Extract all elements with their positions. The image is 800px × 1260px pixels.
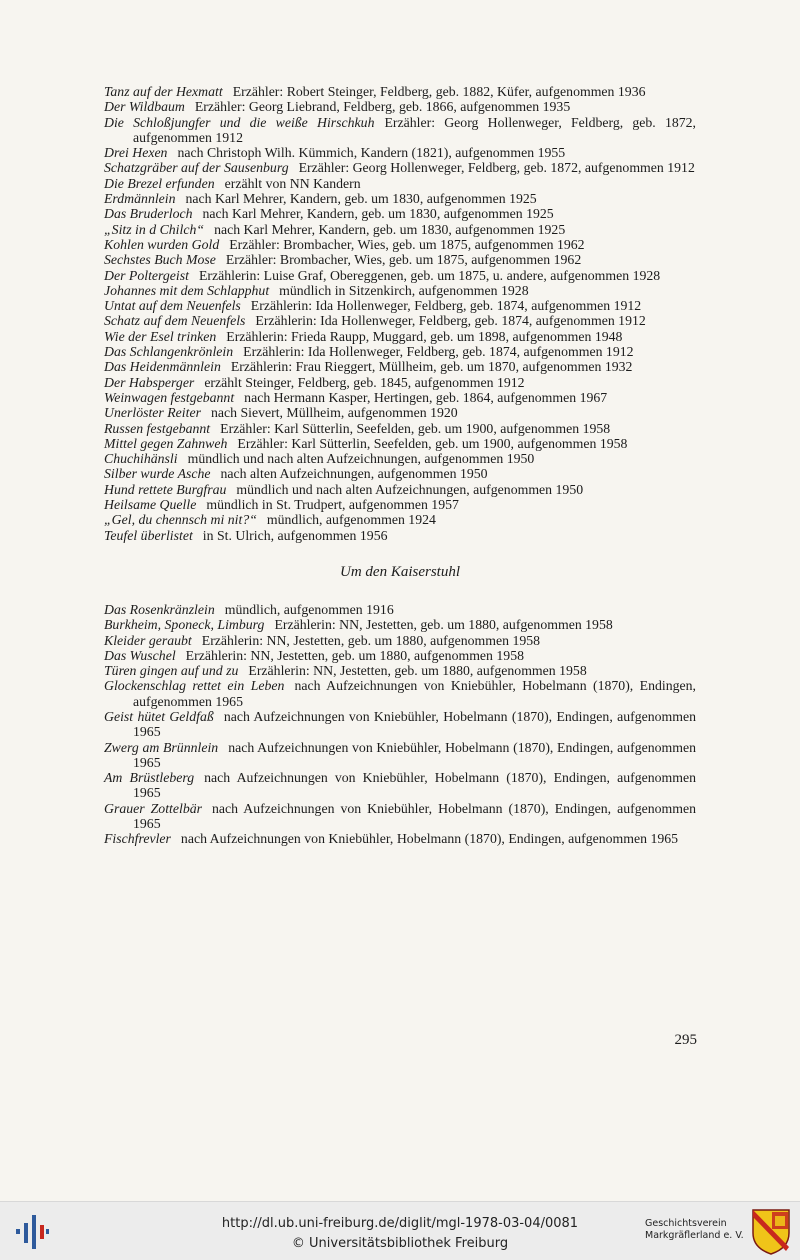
entry-title: Drei Hexen — [104, 145, 168, 161]
list-item — [104, 528, 696, 543]
entry-source: nach Aufzeichnungen von Kniebühler, Hobelmann (1870), Endingen, aufgenommen 1965 — [133, 678, 696, 709]
entry-title: Der Wildbaum — [104, 99, 185, 115]
entry-title: Johannes mit dem Schlapphut — [104, 282, 270, 298]
entry-title: Tanz auf der Hexmatt — [104, 84, 223, 99]
list-item — [104, 160, 696, 175]
list-item — [104, 252, 696, 267]
entry-title: Geist hütet Geldfaß — [104, 708, 214, 724]
footer-url-link[interactable]: http://dl.ub.uni-freiburg.de/diglit/mgl-1978-03-04/0081 — [221, 1216, 579, 1231]
entry-source: Erzählerin: Luise Graf, Obereggenen, geb. um 1875, u. andere, aufgenommen 1928 — [198, 267, 661, 283]
entry-title: Teufel überlistet — [104, 527, 193, 543]
footer-copyright: © Universitätsbibliothek Freiburg — [291, 1236, 509, 1251]
entry-source: mündlich und nach alten Aufzeichnungen, aufgenommen 1950 — [236, 481, 584, 497]
list-item — [104, 237, 696, 252]
entry-title: Sechstes Buch Mose — [104, 252, 216, 268]
entry-source: Erzählerin: Frau Rieggert, Müllheim, geb. um 1870, aufgenommen 1932 — [230, 359, 633, 375]
list-item — [104, 512, 696, 527]
entry-title: Das Bruderloch — [104, 206, 193, 222]
entry-source: nach Aufzeichnungen von Kniebühler, Hobelmann (1870), Endingen, aufgenommen 1965 — [133, 708, 697, 740]
entry-title: Das Schlangenkrönlein — [104, 344, 234, 360]
entry-source: nach Karl Mehrer, Kandern, geb. um 1830, aufgenommen 1925 — [214, 221, 566, 237]
entry-source: Erzählerin: NN, Jestetten, geb. um 1880, aufgenommen 1958 — [274, 617, 613, 633]
entry-title: Erdmännlein — [104, 191, 176, 207]
ub-freiburg-logo-icon — [14, 1211, 50, 1251]
list-item — [104, 176, 696, 191]
list-item — [104, 770, 696, 801]
list-item — [104, 831, 696, 846]
entry-source: mündlich und nach alten Aufzeichnungen, aufgenommen 1950 — [187, 451, 535, 467]
entry-source: nach alten Aufzeichnungen, aufgenommen 1950 — [220, 466, 488, 482]
entry-title: Silber wurde Asche — [104, 466, 211, 482]
list-item — [104, 268, 696, 283]
list-item — [104, 663, 696, 678]
page-body — [104, 84, 696, 847]
list-item — [104, 436, 696, 451]
list-item — [104, 283, 696, 298]
entry-source: nach Aufzeichnungen von Kniebühler, Hobelmann (1870), Endingen, aufgenommen 1965 — [133, 770, 696, 801]
list-item — [104, 329, 696, 344]
list-item — [104, 405, 696, 420]
list-item — [104, 709, 696, 740]
entry-title: Das Heidenmännlein — [104, 359, 221, 375]
entry-source: erzählt Steinger, Feldberg, geb. 1845, aufgenommen 1912 — [204, 374, 525, 390]
entry-title: Unerlöster Reiter — [104, 405, 201, 421]
entry-source: nach Christoph Wilh. Kümmich, Kandern (1821), aufgenommen 1955 — [177, 145, 566, 161]
footer-society-name — [645, 1218, 744, 1242]
entry-source: Erzählerin: Ida Hollenweger, Feldberg, geb. 1874, aufgenommen 1912 — [243, 344, 634, 360]
entry-title: „Gel, du chennsch mi nit?“ — [104, 512, 257, 528]
entry-title: Schatzgräber auf der Sausenburg — [104, 160, 289, 176]
entry-title: „Sitz in d Chilch“ — [104, 221, 205, 237]
entry-title: Glockenschlag rettet ein Leben — [104, 678, 285, 694]
entry-title: Grauer Zottelbär — [104, 800, 202, 816]
entry-title: Chuchihänsli — [104, 451, 178, 467]
entry-title: Das Rosenkränzlein — [104, 601, 215, 617]
entry-source: nach Sievert, Müllheim, aufgenommen 1920 — [210, 405, 458, 421]
list-item — [104, 801, 696, 832]
entry-source: Erzählerin: NN, Jestetten, geb. um 1880, aufgenommen 1958 — [185, 647, 524, 663]
list-item — [104, 359, 696, 374]
entry-source: erzählt von NN Kandern — [224, 175, 361, 191]
entry-source: Erzähler: Georg Hollenweger, Feldberg, geb. 1872, aufgenommen 1912 — [298, 160, 695, 176]
footer-bar — [0, 1201, 800, 1260]
entry-title: Fischfrevler — [104, 831, 171, 847]
entry-title: Untat auf dem Neuenfels — [104, 298, 241, 314]
entry-source: Erzähler: Robert Steinger, Feldberg, geb. 1882, Küfer, aufgenommen 1936 — [232, 84, 646, 99]
list-item — [104, 298, 696, 313]
list-item — [104, 421, 696, 436]
list-item — [104, 222, 696, 237]
entry-title: Der Habsperger — [104, 374, 195, 390]
list-item — [104, 115, 696, 146]
list-item — [104, 466, 696, 481]
entry-source: nach Aufzeichnungen von Kniebühler, Hobelmann (1870), Endingen, aufgenommen 1965 — [133, 739, 696, 770]
entry-title: Hund rettete Burgfrau — [104, 481, 227, 497]
list-item — [104, 602, 696, 617]
entry-source: Erzähler: Karl Sütterlin, Seefelden, geb. um 1900, aufgenommen 1958 — [220, 420, 611, 436]
entry-list-markgraeflerland — [104, 84, 696, 543]
entry-title: Die Schloßjungfer und die weiße Hirschkuh — [104, 114, 375, 130]
section-heading: Um den Kaiserstuhl — [340, 563, 460, 580]
entry-source: nach Aufzeichnungen von Kniebühler, Hobelmann (1870), Endingen, aufgenommen 1965 — [133, 800, 697, 832]
entry-source: mündlich, aufgenommen 1916 — [224, 601, 394, 617]
entry-title: Zwerg am Brünnlein — [104, 739, 219, 755]
entry-source: nach Hermann Kasper, Hertingen, geb. 1864, aufgenommen 1967 — [244, 389, 608, 405]
entry-source: Erzählerin: Frieda Raupp, Muggard, geb. um 1898, aufgenommen 1948 — [226, 328, 623, 344]
entry-list-kaiserstuhl — [104, 602, 696, 847]
entry-source: Erzählerin: NN, Jestetten, geb. um 1880, aufgenommen 1958 — [248, 663, 587, 679]
entry-source: Erzähler: Karl Sütterlin, Seefelden, geb. um 1900, aufgenommen 1958 — [237, 435, 628, 451]
entry-title: Mittel gegen Zahnweh — [104, 435, 228, 451]
entry-source: nach Aufzeichnungen von Kniebühler, Hobelmann (1870), Endingen, aufgenommen 1965 — [180, 831, 679, 847]
list-item — [104, 740, 696, 771]
entry-title: Burkheim, Sponeck, Limburg — [104, 617, 265, 633]
list-item — [104, 482, 696, 497]
list-item — [104, 375, 696, 390]
entry-source: mündlich, aufgenommen 1924 — [266, 512, 436, 528]
entry-source: nach Karl Mehrer, Kandern, geb. um 1830, aufgenommen 1925 — [202, 206, 554, 222]
entry-source: in St. Ulrich, aufgenommen 1956 — [202, 527, 388, 543]
society-crest-icon — [750, 1207, 792, 1255]
entry-title: Das Wuschel — [104, 647, 176, 663]
list-item — [104, 145, 696, 160]
entry-source: Erzählerin: Ida Hollenweger, Feldberg, geb. 1874, aufgenommen 1912 — [250, 298, 642, 314]
entry-title: Türen gingen auf und zu — [104, 663, 239, 679]
entry-source: Erzählerin: NN, Jestetten, geb. um 1880, aufgenommen 1958 — [201, 632, 541, 648]
entry-title: Kohlen wurden Gold — [104, 236, 220, 252]
footer-center — [140, 1214, 660, 1254]
entry-title: Heilsame Quelle — [104, 497, 197, 513]
entry-title: Am Brüstleberg — [104, 770, 195, 786]
entry-title: Russen festgebannt — [104, 420, 211, 436]
list-item — [104, 99, 696, 114]
entry-title: Die Brezel erfunden — [104, 175, 215, 191]
entry-source: mündlich in Sitzenkirch, aufgenommen 1928 — [279, 282, 529, 298]
entry-title: Schatz auf dem Neuenfels — [104, 313, 246, 329]
entry-source: nach Karl Mehrer, Kandern, geb. um 1830, aufgenommen 1925 — [185, 191, 537, 207]
list-item — [104, 344, 696, 359]
entry-title: Wie der Esel trinken — [104, 328, 217, 344]
entry-title: Kleider geraubt — [104, 632, 192, 648]
entry-source: Erzählerin: Ida Hollenweger, Feldberg, geb. 1874, aufgenommen 1912 — [255, 313, 646, 329]
society-line-1: Geschichtsverein — [645, 1218, 727, 1229]
list-item — [104, 84, 696, 99]
entry-source: Erzähler: Georg Liebrand, Feldberg, geb. 1866, aufgenommen 1935 — [194, 99, 571, 115]
list-item — [104, 191, 696, 206]
list-item — [104, 617, 696, 632]
page-number: 295 — [674, 1032, 697, 1048]
list-item — [104, 633, 696, 648]
entry-source: Erzähler: Brombacher, Wies, geb. um 1875, aufgenommen 1962 — [225, 252, 582, 268]
list-item — [104, 648, 696, 663]
entry-source: mündlich in St. Trudpert, aufgenommen 1957 — [206, 497, 459, 513]
entry-title: Weinwagen festgebannt — [104, 389, 235, 405]
list-item — [104, 451, 696, 466]
list-item — [104, 206, 696, 221]
list-item — [104, 678, 696, 709]
entry-title: Der Poltergeist — [104, 267, 189, 283]
entry-source: Erzähler: Brombacher, Wies, geb. um 1875, aufgenommen 1962 — [229, 236, 585, 252]
list-item — [104, 313, 696, 328]
entry-source: Erzähler: Georg Hollenweger, Feldberg, geb. 1872, aufgenommen 1912 — [133, 114, 696, 145]
list-item — [104, 497, 696, 512]
society-line-2: Markgräflerland e. V. — [645, 1230, 744, 1241]
list-item — [104, 390, 696, 405]
